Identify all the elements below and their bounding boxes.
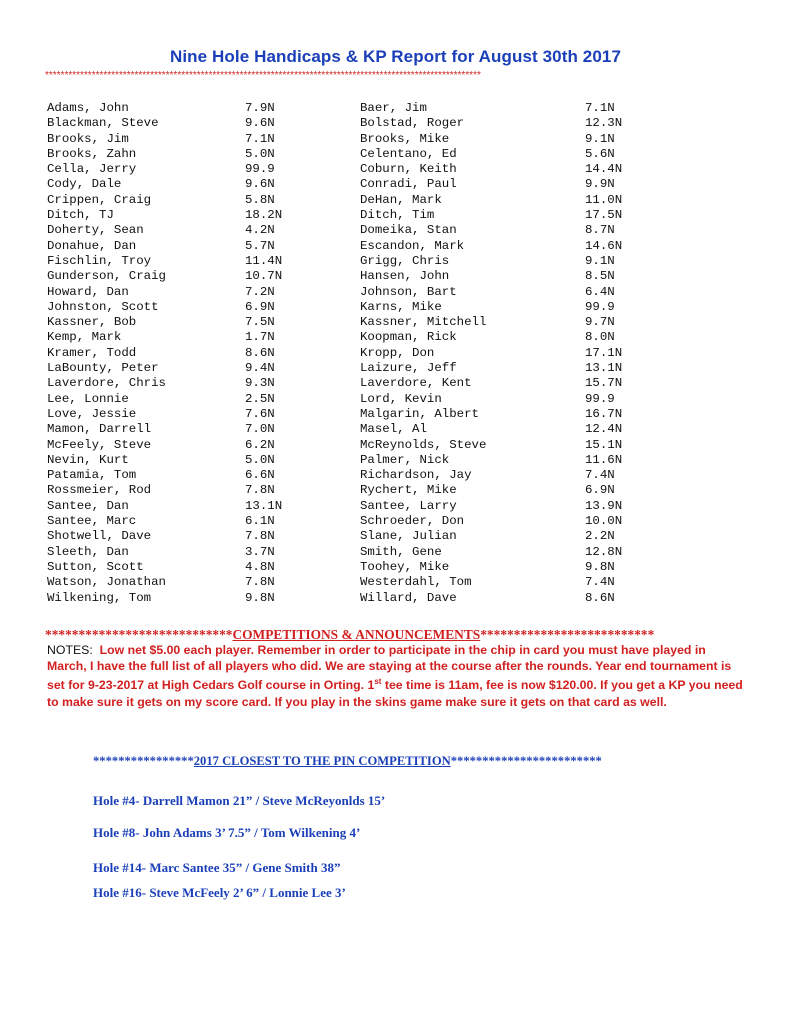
player-name-left: Cella, Jerry <box>47 162 137 177</box>
player-name-right: Hansen, John <box>360 269 450 284</box>
player-name-left: Gunderson, Craig <box>47 269 166 284</box>
player-name-right: Johnson, Bart <box>360 284 457 299</box>
handicap-left: 99.9 <box>245 162 275 177</box>
player-name-left: Wilkening, Tom <box>47 590 152 605</box>
player-name-right: Domeika, Stan <box>360 223 457 238</box>
player-name-left: Watson, Jonathan <box>47 575 166 590</box>
handicap-right: 12.3N <box>585 116 623 131</box>
competitions-heading-text: COMPETITIONS & ANNOUNCEMENTS <box>232 627 481 642</box>
player-name-right: Kassner, Mitchell <box>360 315 487 330</box>
player-name-left: Cody, Dale <box>47 177 122 192</box>
kp-heading-text: 2017 CLOSEST TO THE PIN COMPETITION <box>193 754 451 768</box>
handicap-left: 2.5N <box>245 391 275 406</box>
player-name-right: Coburn, Keith <box>360 162 457 177</box>
player-name-left: Love, Jessie <box>47 406 137 421</box>
handicap-right: 6.9N <box>585 483 615 498</box>
player-name-right: Slane, Julian <box>360 529 457 544</box>
kp-stars-right: ************************ <box>450 754 602 768</box>
player-name-left: Mamon, Darrell <box>47 422 152 437</box>
player-name-right: DeHan, Mark <box>360 192 442 207</box>
handicap-right: 2.2N <box>585 529 615 544</box>
player-name-right: Rychert, Mike <box>360 483 457 498</box>
kp-heading <box>93 754 733 769</box>
handicap-right: 15.1N <box>585 437 623 452</box>
page-title: Nine Hole Handicaps & KP Report for August 30th 2017 <box>169 47 622 66</box>
handicap-right: 99.9 <box>585 299 615 314</box>
handicap-right: 11.0N <box>585 192 623 207</box>
handicap-right: 8.7N <box>585 223 615 238</box>
handicap-left: 11.4N <box>245 253 283 268</box>
player-name-right: Palmer, Nick <box>360 452 450 467</box>
handicap-left: 9.6N <box>245 116 275 131</box>
player-name-left: Sutton, Scott <box>47 559 144 574</box>
title-star-divider: **************************************************************************************************************** <box>45 71 481 81</box>
handicap-right: 14.4N <box>585 162 623 177</box>
handicap-right: 15.7N <box>585 376 623 391</box>
player-name-left: Adams, John <box>47 101 129 115</box>
player-name-left: Ditch, TJ <box>47 208 114 223</box>
handicap-right: 8.5N <box>585 269 615 284</box>
player-name-left: Blackman, Steve <box>47 116 159 131</box>
player-name-left: LaBounty, Peter <box>47 361 159 376</box>
handicap-left: 6.1N <box>245 514 275 529</box>
player-name-left: Lee, Lonnie <box>47 391 129 406</box>
handicap-right: 9.9N <box>585 177 615 192</box>
player-name-right: Koopman, Rick <box>360 330 457 345</box>
handicap-right: 14.6N <box>585 238 623 253</box>
handicap-left: 9.6N <box>245 177 275 192</box>
handicap-right: 17.5N <box>585 208 623 223</box>
handicap-left: 7.8N <box>245 575 275 590</box>
handicap-right: 9.1N <box>585 131 615 146</box>
player-name-right: Brooks, Mike <box>360 131 450 146</box>
handicap-left: 7.8N <box>245 529 275 544</box>
handicap-left: 5.0N <box>245 452 275 467</box>
notes-paragraph <box>47 642 747 710</box>
player-name-right: Grigg, Chris <box>360 253 450 268</box>
handicap-right: 7.4N <box>585 575 615 590</box>
player-name-right: Celentano, Ed <box>360 146 457 161</box>
notes-text-continued: tee time is 11am, fee is now $120.00. If you get a KP you need to make sure it gets on my score card. If you play in the skins game make sure it gets on that card as well. <box>47 678 743 709</box>
handicap-left: 1.7N <box>245 330 275 345</box>
player-name-left: Brooks, Jim <box>47 131 129 146</box>
handicap-right: 7.1N <box>585 101 615 115</box>
handicap-left: 6.9N <box>245 299 275 314</box>
handicap-right: 8.0N <box>585 330 615 345</box>
player-name-right: Baer, Jim <box>360 101 427 115</box>
player-name-left: Santee, Marc <box>47 514 137 529</box>
handicap-right: 12.8N <box>585 544 623 559</box>
player-name-right: Karns, Mike <box>360 299 442 314</box>
player-name-right: Westerdahl, Tom <box>360 575 472 590</box>
notes-superscript: st <box>374 677 382 687</box>
player-name-right: Richardson, Jay <box>360 468 472 483</box>
notes-label: NOTES: <box>47 643 93 657</box>
player-name-left: Kramer, Todd <box>47 345 137 360</box>
player-name-left: Doherty, Sean <box>47 223 144 238</box>
player-name-left: Rossmeier, Rod <box>47 483 152 498</box>
player-name-right: Conradi, Paul <box>360 177 457 192</box>
handicap-left: 5.0N <box>245 146 275 161</box>
handicap-left: 18.2N <box>245 208 283 223</box>
handicap-left: 9.8N <box>245 590 275 605</box>
handicap-right: 7.4N <box>585 468 615 483</box>
player-name-right: Laizure, Jeff <box>360 361 457 376</box>
handicap-left: 9.4N <box>245 361 275 376</box>
player-name-right: Toohey, Mike <box>360 559 450 574</box>
handicap-right: 10.0N <box>585 514 623 529</box>
kp-hole-16: Hole #16- Steve McFeely 2’ 6” / Lonnie Lee 3’ <box>93 885 346 900</box>
handicap-left: 7.8N <box>245 483 275 498</box>
player-name-right: Malgarin, Albert <box>360 406 479 421</box>
player-name-left: Fischlin, Troy <box>47 253 152 268</box>
player-name-right: Ditch, Tim <box>360 208 435 223</box>
notes-text: Low net $5.00 each player. Remember in order to participate in the chip in card you must have played in March, I have the full list of all players who did. We are staying at the course after the rounds. Year end tournament is set for 9-23-2017 at High Cedars Golf course in Orting. 1 <box>47 643 732 693</box>
handicap-right: 6.4N <box>585 284 615 299</box>
player-name-left: Sleeth, Dan <box>47 544 129 559</box>
player-name-right: Schroeder, Don <box>360 514 465 529</box>
player-name-left: Howard, Dan <box>47 284 129 299</box>
handicap-right: 8.6N <box>585 590 615 605</box>
kp-hole-8: Hole #8- John Adams 3’ 7.5” / Tom Wilkening 4’ <box>93 825 361 840</box>
handicap-left: 5.8N <box>245 192 275 207</box>
player-name-left: Laverdore, Chris <box>47 376 166 391</box>
handicap-left: 6.2N <box>245 437 275 452</box>
kp-hole-14: Hole #14- Marc Santee 35” / Gene Smith 38” <box>93 860 341 875</box>
handicap-left: 7.9N <box>245 101 275 115</box>
player-name-left: Santee, Dan <box>47 498 129 513</box>
handicap-left: 7.0N <box>245 422 275 437</box>
player-name-right: Smith, Gene <box>360 544 442 559</box>
handicap-right: 13.1N <box>585 361 623 376</box>
handicap-left: 8.6N <box>245 345 275 360</box>
handicap-left: 4.2N <box>245 223 275 238</box>
handicap-left: 9.3N <box>245 376 275 391</box>
player-name-right: Lord, Kevin <box>360 391 442 406</box>
kp-stars-left: **************** <box>93 754 194 768</box>
player-name-left: Donahue, Dan <box>47 238 137 253</box>
competitions-heading <box>45 627 745 643</box>
handicap-right: 9.1N <box>585 253 615 268</box>
handicap-right: 13.9N <box>585 498 623 513</box>
handicap-right: 17.1N <box>585 345 623 360</box>
handicap-left: 6.6N <box>245 468 275 483</box>
player-name-left: Nevin, Kurt <box>47 452 129 467</box>
player-name-right: Willard, Dave <box>360 590 457 605</box>
handicap-right: 9.8N <box>585 559 615 574</box>
handicap-left: 7.1N <box>245 131 275 146</box>
player-name-right: Kropp, Don <box>360 345 435 360</box>
handicap-left: 13.1N <box>245 498 283 513</box>
kp-hole-4: Hole #4- Darrell Mamon 21” / Steve McReyonlds 15’ <box>93 793 386 808</box>
handicap-right: 5.6N <box>585 146 615 161</box>
handicap-right: 12.4N <box>585 422 623 437</box>
handicap-left: 3.7N <box>245 544 275 559</box>
handicap-right: 99.9 <box>585 391 615 406</box>
player-name-left: Patamia, Tom <box>47 468 137 483</box>
competitions-stars-right: ************************** <box>480 627 655 642</box>
handicap-left: 7.5N <box>245 315 275 330</box>
handicap-right: 9.7N <box>585 315 615 330</box>
player-name-left: Shotwell, Dave <box>47 529 152 544</box>
player-name-left: McFeely, Steve <box>47 437 152 452</box>
player-name-left: Crippen, Craig <box>47 192 152 207</box>
player-name-right: Escandon, Mark <box>360 238 465 253</box>
player-name-right: Laverdore, Kent <box>360 376 472 391</box>
player-name-left: Kassner, Bob <box>47 315 137 330</box>
handicap-left: 7.6N <box>245 406 275 421</box>
player-name-left: Brooks, Zahn <box>47 146 137 161</box>
handicap-left: 10.7N <box>245 269 283 284</box>
player-name-right: Masel, Al <box>360 422 427 437</box>
handicap-right: 11.6N <box>585 452 623 467</box>
player-name-left: Kemp, Mark <box>47 330 122 345</box>
player-name-left: Johnston, Scott <box>47 299 159 314</box>
handicap-left: 7.2N <box>245 284 275 299</box>
competitions-stars-left: **************************** <box>45 627 233 642</box>
handicap-left: 5.7N <box>245 238 275 253</box>
player-name-right: Bolstad, Roger <box>360 116 465 131</box>
handicap-left: 4.8N <box>245 559 275 574</box>
player-name-right: Santee, Larry <box>360 498 457 513</box>
player-name-right: McReynolds, Steve <box>360 437 487 452</box>
handicap-right: 16.7N <box>585 406 623 421</box>
